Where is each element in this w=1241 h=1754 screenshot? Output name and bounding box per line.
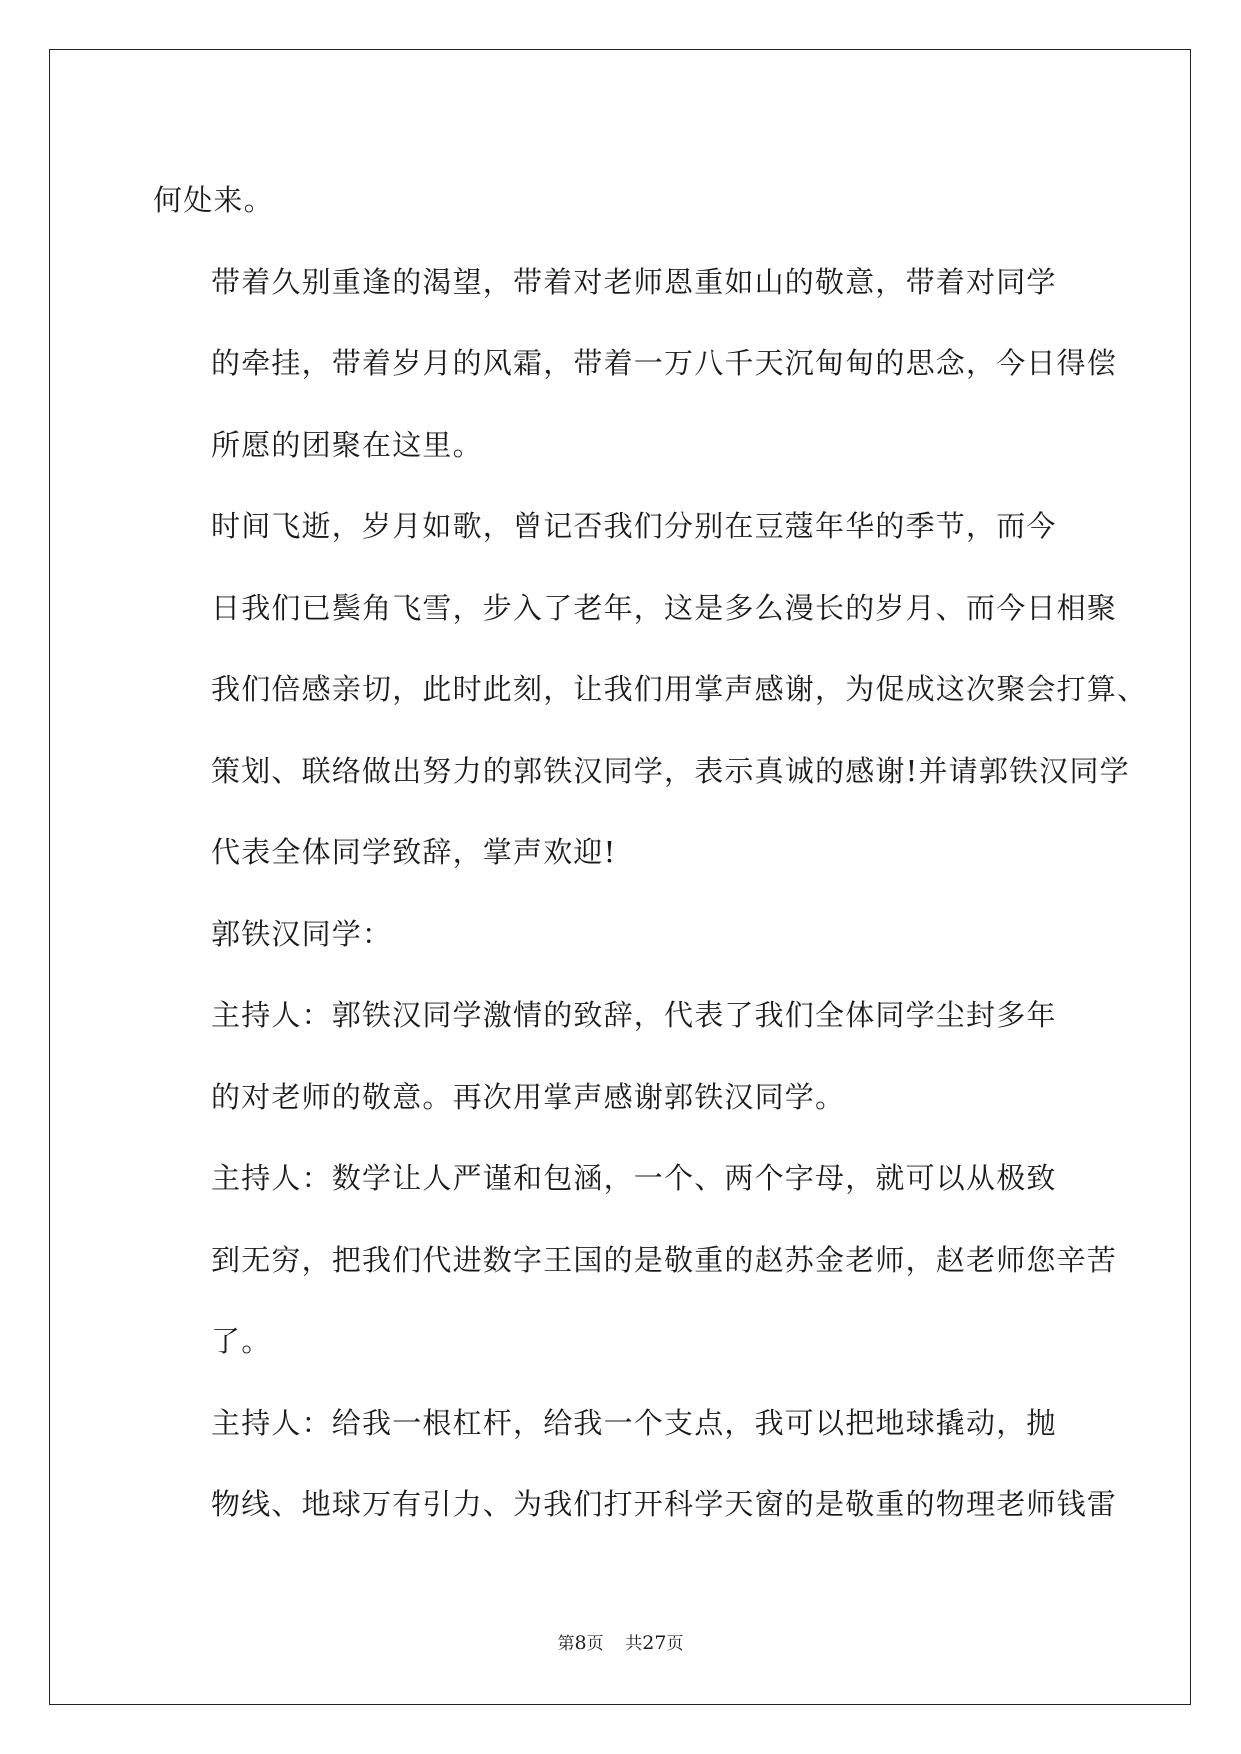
- footer-prefix: 第: [557, 1634, 575, 1654]
- text-line: 主持人：郭铁汉同学激情的致辞，代表了我们全体同学尘封多年: [211, 998, 1057, 1032]
- text-line: 所愿的团聚在这里。: [211, 427, 483, 462]
- text-line: 了。: [211, 1324, 272, 1358]
- text-line: 我们倍感亲切，此时此刻，让我们用掌声感谢，为促成这次聚会打算、: [211, 672, 1148, 706]
- footer-total-suffix: 页: [666, 1634, 684, 1654]
- text-line: 主持人：数学让人严谨和包涵，一个、两个字母，就可以从极致: [211, 1161, 1057, 1195]
- paragraph: [153, 160, 1093, 242]
- footer-page-number: 8: [574, 1632, 587, 1654]
- text-line: 策划、联络做出努力的郭铁汉同学，表示真诚的感谢!并请郭铁汉同学: [211, 753, 1130, 788]
- text-line: 到无穷，把我们代进数字王国的是敬重的赵苏金老师，赵老师您辛苦: [211, 1242, 1118, 1277]
- text-line: 主持人：给我一根杠杆，给我一个支点，我可以把地球撬动，抛: [211, 1405, 1057, 1440]
- paragraph: [153, 894, 1093, 976]
- footer-total-pages: 27: [642, 1632, 667, 1654]
- text-line: 时间飞逝，岁月如歌，曾记否我们分别在豆蔻年华的季节，而今: [211, 509, 1057, 543]
- text-line: 的牵挂，带着岁月的风霜，带着一万八千天沉甸甸的思念，今日得偿: [211, 346, 1118, 380]
- page-footer: [0, 1631, 1241, 1656]
- paragraph: [153, 242, 1118, 487]
- footer-total-prefix: 共: [625, 1634, 643, 1654]
- text-line: 何处来。: [153, 183, 274, 217]
- text-line: 代表全体同学致辞，掌声欢迎!: [211, 835, 617, 869]
- text-line: 的对老师的敬意。再次用掌声感谢郭铁汉同学。: [211, 1079, 846, 1114]
- text-line: 带着久别重逢的渴望，带着对老师恩重如山的敬意，带着对同学: [211, 264, 1057, 299]
- paragraph: [153, 1383, 1118, 1546]
- paragraph: [153, 1138, 1118, 1383]
- text-line: 物线、地球万有引力、为我们打开科学天窗的是敬重的物理老师钱雷: [211, 1487, 1118, 1521]
- footer-page-suffix: 页: [586, 1634, 604, 1654]
- text-line: 郭铁汉同学：: [211, 916, 393, 951]
- paragraph: [153, 486, 1148, 894]
- text-line: 日我们已鬓角飞雪，步入了老年，这是多么漫长的岁月、而今日相聚: [211, 590, 1118, 625]
- document-body: [153, 160, 1148, 1546]
- paragraph: [153, 975, 1093, 1138]
